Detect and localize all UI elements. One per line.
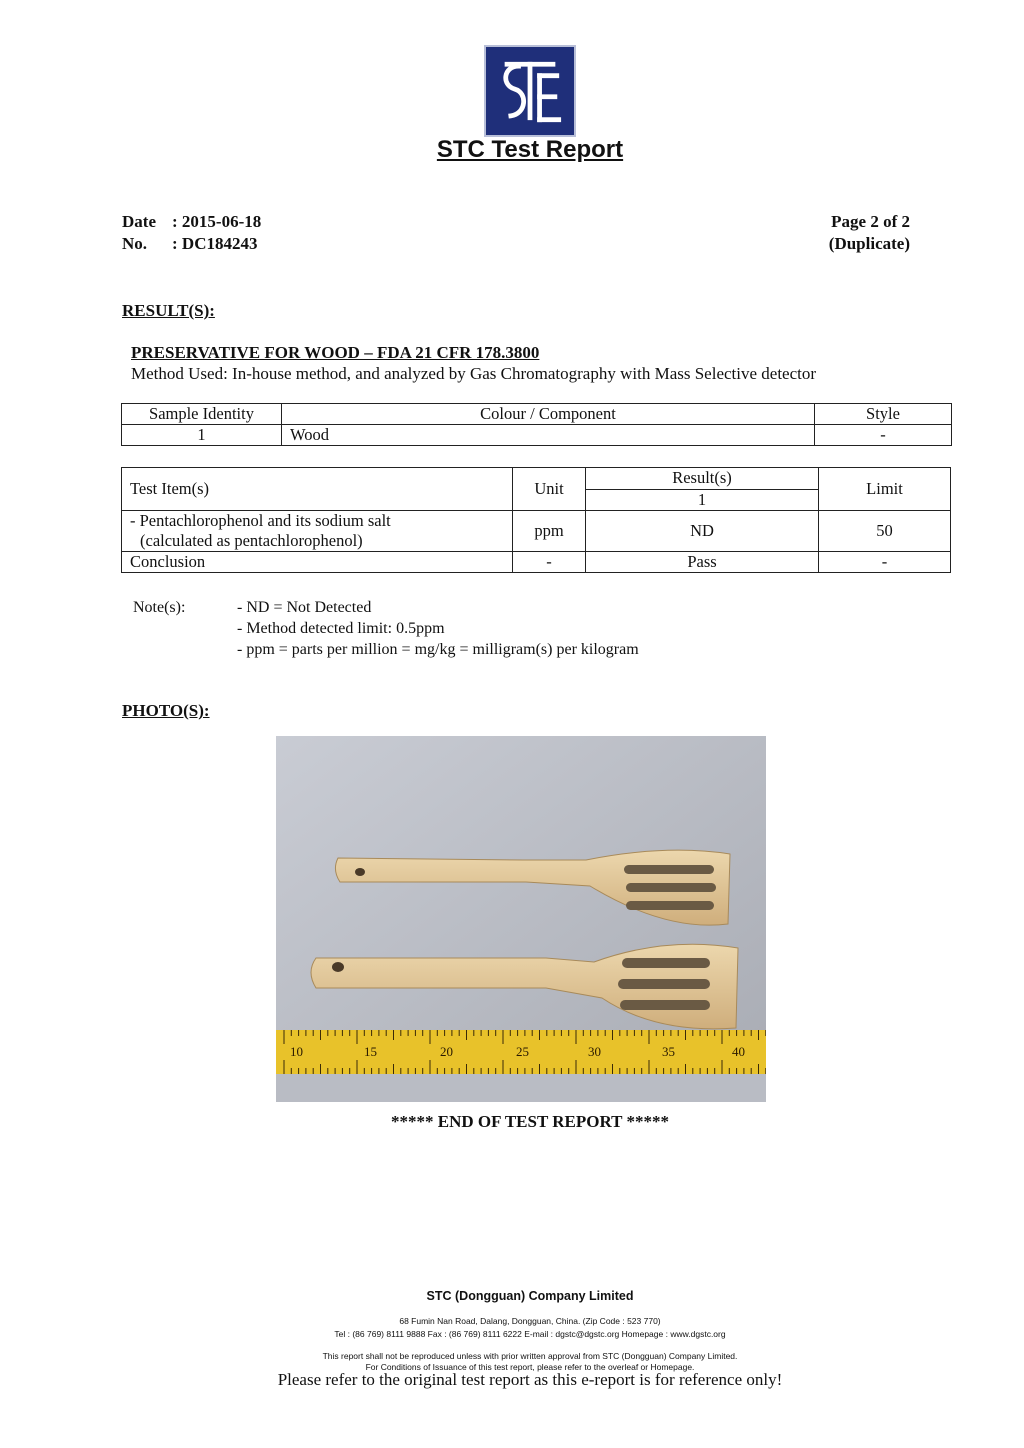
sample-photo — [276, 736, 766, 1102]
table-row — [122, 552, 951, 573]
sample-header-style: Style — [815, 404, 952, 425]
table-row — [122, 511, 951, 552]
sample-table — [121, 403, 952, 446]
notes-label: Note(s): — [133, 599, 186, 616]
test-method: Method Used: In-house method, and analyzed by Gas Chromatography with Mass Selective detector — [131, 364, 817, 383]
stc-logo-mark — [486, 47, 574, 135]
sample-identity: 1 — [122, 425, 282, 446]
footer-disclaimer-line1: This report shall not be reproduced unless with prior written approval from STC (Dongguan) Company Limited. — [322, 1351, 738, 1361]
end-of-report: ***** END OF TEST REPORT ***** — [391, 1112, 669, 1131]
results-heading: RESULT(S): — [122, 301, 215, 320]
table-row — [122, 425, 952, 446]
conclusion-label: Conclusion — [122, 552, 513, 573]
number-label: No. — [122, 234, 148, 253]
test-item-line1: - Pentachlorophenol and its sodium salt — [130, 511, 391, 530]
result-table — [121, 467, 951, 573]
ruler-label: 25 — [516, 1044, 529, 1059]
footer-company: STC (Dongguan) Company Limited — [426, 1289, 634, 1303]
test-description — [131, 342, 816, 384]
sample-header-identity: Sample Identity — [122, 404, 282, 425]
limit-cell: 50 — [819, 511, 951, 552]
footer-disclaimer-line2: For Conditions of Issuance of this test report, please refer to the overleaf or Homepage. — [365, 1362, 695, 1372]
test-item-line2: (calculated as pentachlorophenol) — [140, 531, 363, 550]
sample-header-component: Colour / Component — [282, 404, 815, 425]
header-unit: Unit — [513, 468, 586, 511]
conclusion-unit: - — [513, 552, 586, 573]
header-limit: Limit — [819, 468, 951, 511]
header-result-sample: 1 — [586, 489, 819, 511]
test-name: PRESERVATIVE FOR WOOD – FDA 21 CFR 178.3800 — [131, 343, 540, 362]
ruler-label: 35 — [662, 1044, 675, 1059]
header-test-item: Test Item(s) — [122, 468, 513, 511]
footer-reference-note: Please refer to the original test report as this e-report is for reference only! — [277, 1370, 783, 1389]
copy-type: (Duplicate) — [828, 234, 910, 253]
number-value: : DC184243 — [172, 234, 258, 253]
ruler-label: 20 — [440, 1044, 453, 1059]
conclusion-result: Pass — [586, 552, 819, 573]
report-meta — [122, 211, 261, 255]
footer-address: 68 Fumin Nan Road, Dalang, Dongguan, China. (Zip Code : 523 770) — [399, 1316, 661, 1326]
ruler-label: 15 — [364, 1044, 377, 1059]
sample-style: - — [815, 425, 952, 446]
notes — [133, 597, 639, 660]
note-item: - ppm = parts per million = mg/kg = milligram(s) per kilogram — [237, 641, 639, 658]
test-item-cell — [122, 511, 513, 552]
date-label: Date — [122, 212, 156, 231]
page-info — [829, 211, 910, 255]
stc-logo — [484, 45, 576, 137]
footer-contact: Tel : (86 769) 8111 9888 Fax : (86 769) 8111 6222 E-mail : dgstc@dgstc.org Homepage : www.dgstc.org — [334, 1329, 726, 1339]
ruler-label: 40 — [732, 1044, 745, 1059]
unit-cell: ppm — [513, 511, 586, 552]
date-value: : 2015-06-18 — [172, 212, 262, 231]
conclusion-limit: - — [819, 552, 951, 573]
ruler-label: 30 — [588, 1044, 601, 1059]
ruler-label: 10 — [290, 1044, 303, 1059]
spatula-photo-image — [276, 736, 766, 1102]
report-title: STC Test Report — [436, 136, 624, 163]
note-item: - Method detected limit: 0.5ppm — [237, 620, 445, 637]
note-item: - ND = Not Detected — [237, 599, 372, 616]
footer-address-block — [0, 1315, 1024, 1341]
page-number: Page 2 of 2 — [831, 212, 910, 231]
photos-heading: PHOTO(S): — [122, 701, 210, 720]
result-cell: ND — [586, 511, 819, 552]
sample-component: Wood — [282, 425, 815, 446]
header-result: Result(s) — [586, 468, 819, 490]
